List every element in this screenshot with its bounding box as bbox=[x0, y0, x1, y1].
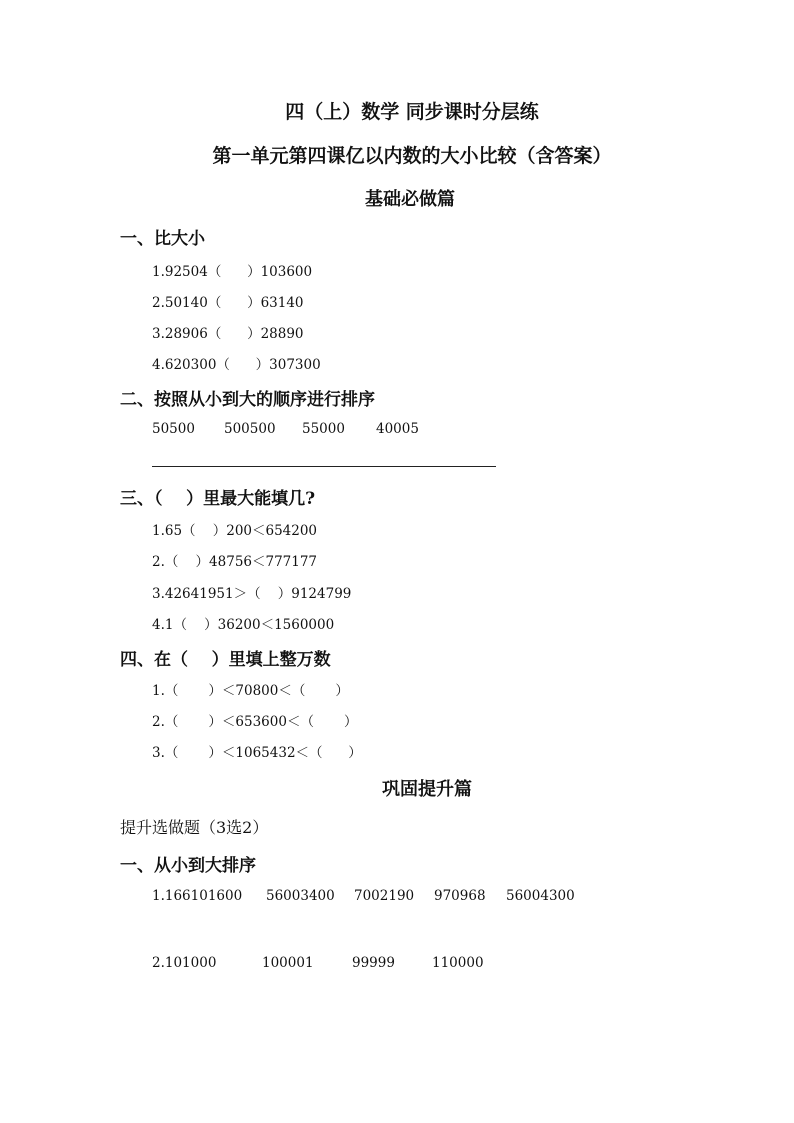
advanced-section-heading: 巩固提升篇 bbox=[382, 779, 472, 800]
part2-number-3: 55000 bbox=[302, 421, 345, 437]
part3-item-4: 4.1（ ）36200＜1560000 bbox=[152, 617, 335, 633]
advanced-row1-number-3: 7002190 bbox=[354, 888, 415, 904]
part1-item-4: 4.620300（ ）307300 bbox=[152, 357, 321, 373]
part3-item-2: 2.（ ）48756＜777177 bbox=[152, 554, 318, 570]
advanced-row2-number-3: 99999 bbox=[352, 955, 395, 971]
advanced-row1-number-5: 56004300 bbox=[506, 888, 575, 904]
part1-item-2: 2.50140（ ）63140 bbox=[152, 295, 304, 311]
choice-note: 提升选做题（3选2） bbox=[120, 818, 269, 837]
advanced-row1-number-1: 1.166101600 bbox=[152, 888, 243, 904]
advanced-row2-number-2: 100001 bbox=[262, 955, 314, 971]
advanced-row1-number-2: 56003400 bbox=[266, 888, 335, 904]
advanced-row-2 bbox=[152, 955, 484, 1035]
part4-heading: 四、在（ ）里填上整万数 bbox=[120, 650, 331, 670]
part1-item-1: 1.92504（ ）103600 bbox=[152, 264, 313, 280]
part2-number-4: 40005 bbox=[376, 421, 419, 437]
part3-item-1: 1.65（ ）200＜654200 bbox=[152, 523, 318, 539]
part4-item-2: 2.（ ）＜653600＜（ ） bbox=[152, 714, 358, 730]
part1-item-3: 3.28906（ ）28890 bbox=[152, 326, 304, 342]
part2-number-1: 50500 bbox=[152, 421, 195, 437]
lesson-title: 第一单元第四课亿以内数的大小比较（含答案） bbox=[212, 145, 612, 167]
part3-item-3: 3.42641951＞（ ）9124799 bbox=[152, 586, 352, 602]
part3-heading: 三、（ ）里最大能填几? bbox=[120, 489, 316, 509]
part4-item-3: 3.（ ）＜1065432＜（ ） bbox=[152, 745, 362, 761]
part4-item-1: 1.（ ）＜70800＜（ ） bbox=[152, 683, 349, 699]
part2-number-2: 500500 bbox=[224, 421, 276, 437]
part2-heading: 二、按照从小到大的顺序进行排序 bbox=[120, 390, 375, 410]
advanced-row2-number-1: 2.101000 bbox=[152, 955, 217, 971]
advanced-row1-number-4: 970968 bbox=[434, 888, 486, 904]
advanced-row2-number-4: 110000 bbox=[432, 955, 484, 971]
advanced-part1-heading: 一、从小到大排序 bbox=[120, 856, 256, 876]
answer-line bbox=[152, 466, 496, 467]
page-title: 四（上）数学 同步课时分层练 bbox=[285, 101, 539, 123]
part1-heading: 一、比大小 bbox=[120, 229, 205, 249]
basic-section-heading: 基础必做篇 bbox=[365, 189, 455, 210]
